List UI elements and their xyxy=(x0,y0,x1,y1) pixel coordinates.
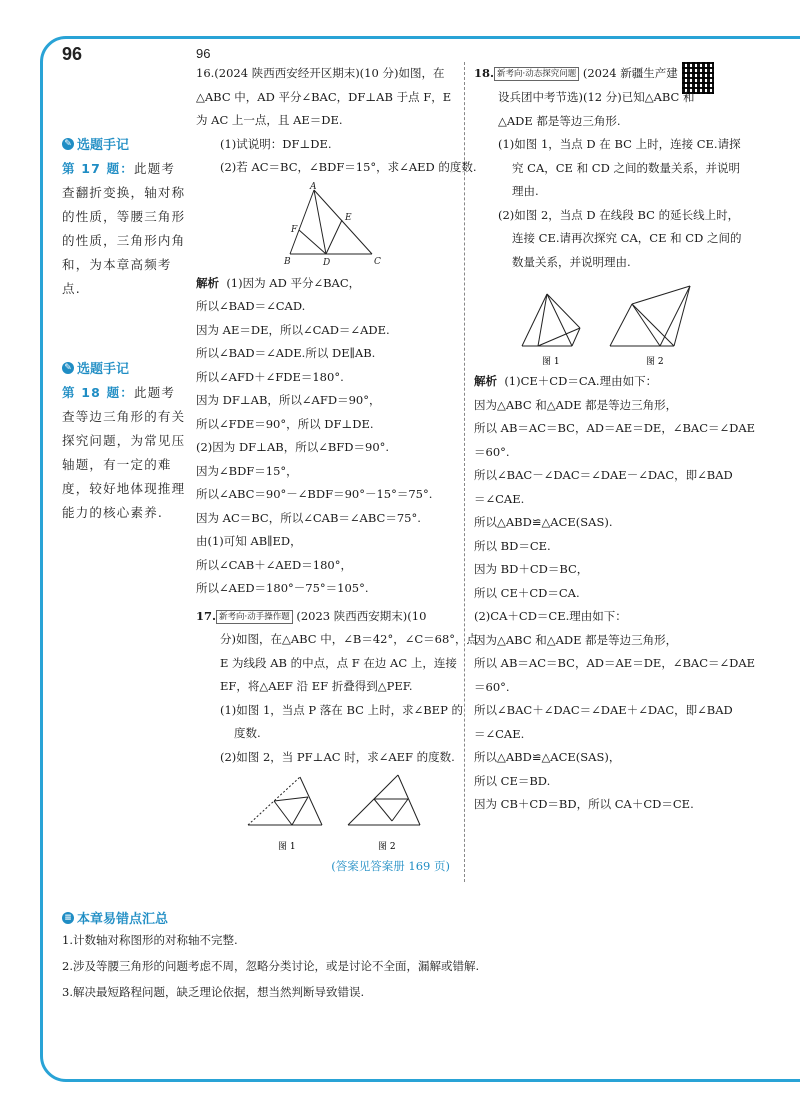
answer-reference: (答案见答案册 169 页) xyxy=(331,859,450,873)
q17-figures xyxy=(196,769,458,855)
sidebar-note-17 xyxy=(62,134,186,301)
sidebar-note-18 xyxy=(62,358,186,525)
fig-label: D xyxy=(323,257,331,268)
q16-line: 为 AC 上一点，且 AE＝DE. xyxy=(196,113,343,127)
q17-number: 17. xyxy=(196,608,217,623)
q16-line: (1)试说明：DF⊥DE. xyxy=(220,136,332,151)
q18-solution-line: (1)CE＋CD＝CA.理由如下： xyxy=(504,374,658,388)
fig1-caption: 图 1 xyxy=(278,842,296,852)
fig-label: F xyxy=(291,224,298,235)
note-heading: 选题手记 xyxy=(77,362,130,377)
q16-solution-line: 由(1)可知 AB∥ED， xyxy=(196,534,302,548)
fig-label: E xyxy=(345,212,352,223)
fig1-caption: 图 1 xyxy=(542,357,560,367)
summary-item: 2.涉及等腰三角形的问题考虑不周，忽略分类讨论，或是讨论不全面，漏解或错解. xyxy=(62,959,480,973)
q18-number: 18. xyxy=(474,66,495,80)
q17-badge: 新考向·动手操作题 xyxy=(216,610,293,624)
q18-line: 究 CA，CE 和 CD 之间的数量关系，并说明 xyxy=(512,160,740,175)
page-number-secondary: 96 xyxy=(196,46,211,61)
fig-label: B xyxy=(284,256,291,267)
q16-solution-line: 所以∠AED＝180°－75°＝105°. xyxy=(196,581,369,595)
q16-solution-line: 所以∠FDE＝90°，所以 DF⊥DE. xyxy=(196,416,374,431)
q16-solution-line: 所以∠ABC＝90°－∠BDF＝90°－15°＝75°. xyxy=(196,487,433,501)
q18-solution-line: 所以△ABD≌△ACE(SAS). xyxy=(474,515,613,529)
q18-solution-line: 所以 CE＋CD＝CA. xyxy=(474,585,580,600)
q18-figures xyxy=(474,274,790,370)
page-number: 96 xyxy=(62,44,83,64)
summary-item: 1.计数轴对称图形的对称轴不完整. xyxy=(62,933,238,947)
q16-figure xyxy=(196,182,458,272)
summary-heading: 本章易错点汇总 xyxy=(77,912,169,927)
solution-label: 解析 xyxy=(196,275,219,290)
q16-solution-line: 所以∠CAB＋∠AED＝180°， xyxy=(196,557,352,572)
q18-solution-line: 所以 CE＝BD. xyxy=(474,773,551,788)
q17-line: EF，将△AEF 沿 EF 折叠得到△PEF. xyxy=(220,679,413,693)
q17-line: (2)如图 2，当 PF⊥AC 时，求∠AEF 的度数. xyxy=(220,749,455,764)
note-icon: ✎ xyxy=(62,362,74,374)
q17-line: E 为线段 AB 的中点，点 F 在边 AC 上，连接 xyxy=(220,655,457,670)
q18-solution-line: 所以 BD＝CE. xyxy=(474,538,551,553)
q18-solution-line: 所以△ABD≌△ACE(SAS)， xyxy=(474,750,621,764)
q16-solution-line: 所以∠BAD＝∠CAD. xyxy=(196,299,306,313)
fig2-caption: 图 2 xyxy=(646,357,664,367)
q18-line: (2)如图 2，当点 D 在线段 BC 的延长线上时， xyxy=(498,207,740,222)
q16-solution-line: 所以∠AFD＋∠FDE＝180°. xyxy=(196,369,344,384)
q18-solution-line: 所以 AB＝AC＝BC，AD＝AE＝DE，∠BAC＝∠DAE xyxy=(474,421,756,435)
q17-line: (2023 陕西西安期末)(10 xyxy=(296,608,427,623)
q16-solution-line: 因为 AC＝BC，所以∠CAB＝∠ABC＝75°. xyxy=(196,510,421,525)
fig-label: A xyxy=(310,181,317,192)
q18-line: 连接 CE.请再次探究 CA，CE 和 CD 之间的 xyxy=(512,231,742,245)
fig-label: C xyxy=(374,256,381,267)
q16-solution-line: 所以∠BAD＝∠ADE.所以 DE∥AB. xyxy=(196,346,376,360)
note-heading: 选题手记 xyxy=(77,138,130,153)
summary-item: 3.解决最短路程问题，缺乏理论依据，想当然判断导致错误. xyxy=(62,985,365,999)
q16-solution-line: (1)因为 AD 平分∠BAC， xyxy=(226,275,361,290)
q18-line: (2024 新疆生产建 xyxy=(582,66,678,80)
note-icon: ✎ xyxy=(62,138,74,150)
note-tag: 第 17 题： xyxy=(62,161,134,176)
chapter-error-summary xyxy=(62,908,762,1005)
q18-solution-line: ＝60°. xyxy=(474,444,510,459)
note-text: 此题考查等边三角形的有关探究问题，为常见压轴题，有一定的难度，较好地体现推理能力的核心素养. xyxy=(62,385,186,520)
q18-badge: 新考向·动态探究问题 xyxy=(494,67,579,81)
q16-solution-line: 因为∠BDF＝15°， xyxy=(196,463,298,478)
q18-solution-line: 所以 AB＝AC＝BC，AD＝AE＝DE，∠BAC＝∠DAE xyxy=(474,656,756,670)
q18-line: (1)如图 1，当点 D 在 BC 上时，连接 CE.请探 xyxy=(498,137,741,151)
q18-solution-line: 因为△ABC 和△ADE 都是等边三角形， xyxy=(474,632,678,647)
q18-solution-line: 因为△ABC 和△ADE 都是等边三角形， xyxy=(474,397,678,412)
q18-solution-line: ＝∠CAE. xyxy=(474,491,525,506)
q16-line: (2)若 AC＝BC，∠BDF＝15°，求∠AED 的度数. xyxy=(220,160,477,174)
q18-solution-line: (2)CA＋CD＝CE.理由如下： xyxy=(474,609,627,623)
q17-line: 度数. xyxy=(234,726,261,740)
q16-solution-line: 因为 DF⊥AB，所以∠AFD＝90°， xyxy=(196,393,381,407)
q18-line: 数量关系，并说明理由. xyxy=(512,254,631,269)
q17-line: (1)如图 1，当点 P 落在 BC 上时，求∠BEP 的 xyxy=(220,702,463,717)
q16-solution-line: 因为 AE＝DE，所以∠CAD＝∠ADE. xyxy=(196,322,390,337)
question-18 xyxy=(474,62,790,817)
q18-solution-line: 因为 CB＋CD＝BD，所以 CA＋CD＝CE. xyxy=(474,797,694,811)
question-16 xyxy=(196,62,479,879)
solution-label: 解析 xyxy=(474,374,497,388)
q18-line: 设兵团中考节选)(12 分)已知△ABC 和 xyxy=(498,90,695,104)
q17-line: 分)如图，在△ABC 中，∠B＝42°，∠C＝68°，点 xyxy=(220,632,479,646)
q18-solution-line: ＝60°. xyxy=(474,679,510,694)
q16-line: 16.(2024 陕西西安经开区期末)(10 分)如图，在 xyxy=(196,66,445,80)
q18-solution-line: 所以∠BAC－∠DAC＝∠DAE－∠DAC，即∠BAD xyxy=(474,468,733,482)
q18-solution-line: 所以∠BAC＋∠DAC＝∠DAE＋∠DAC，即∠BAD xyxy=(474,703,733,717)
q18-line: 理由. xyxy=(512,184,539,198)
q18-line: △ADE 都是等边三角形. xyxy=(498,113,621,128)
note-tag: 第 18 题： xyxy=(62,385,134,400)
q18-solution-line: 因为 BD＋CD＝BC， xyxy=(474,562,589,576)
q18-solution-line: ＝∠CAE. xyxy=(474,726,525,741)
q16-solution-line: (2)因为 DF⊥AB，所以∠BFD＝90°. xyxy=(196,440,390,454)
summary-icon: ≡ xyxy=(62,912,74,924)
fig2-caption: 图 2 xyxy=(378,842,396,852)
column-divider xyxy=(464,62,465,882)
note-text: 此题考查翻折变换，轴对称的性质，等腰三角形的性质，三角形内角和，为本章高频考点. xyxy=(62,161,186,296)
q16-line: △ABC 中，AD 平分∠BAC，DF⊥AB 于点 F，E xyxy=(196,89,452,104)
